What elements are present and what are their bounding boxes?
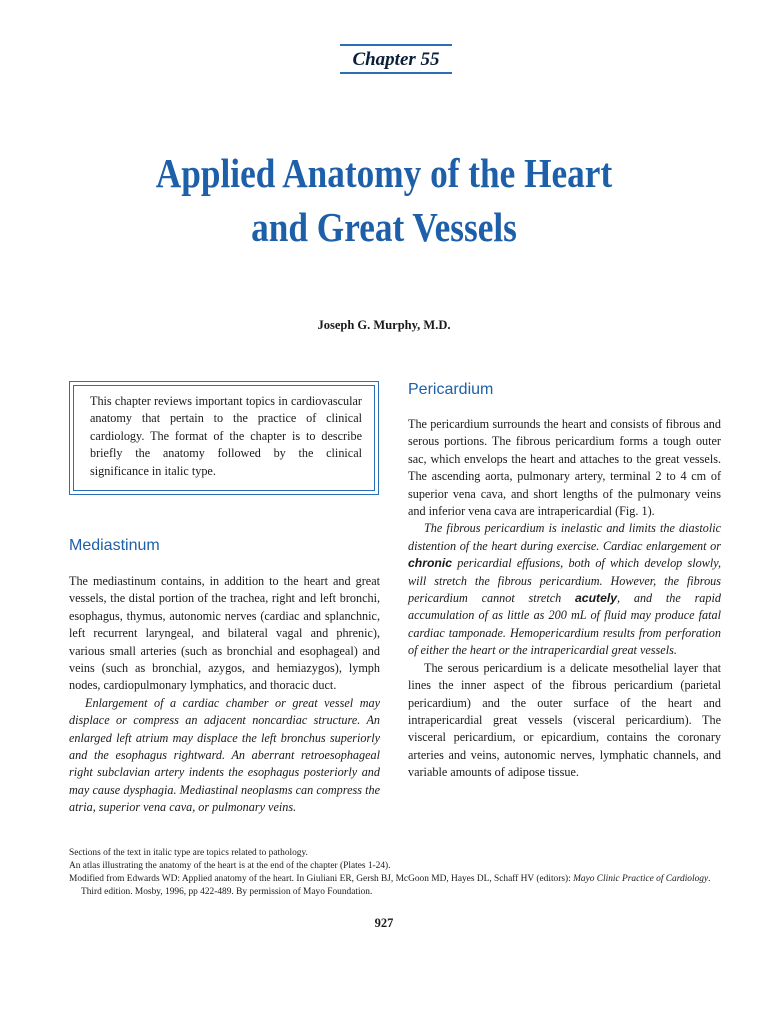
emphasis-acutely: acutely xyxy=(575,591,618,606)
title-line-1: Applied Anatomy of the Heart xyxy=(155,150,613,196)
emphasis-chronic: chronic xyxy=(408,556,453,571)
chapter-title xyxy=(88,146,680,254)
page-number: 927 xyxy=(374,916,394,930)
chapter-label: Chapter 55 xyxy=(340,44,452,74)
footnotes xyxy=(69,847,729,899)
footnote-3-part-a: Modified from Edwards WD: Applied anatomy of the heart. In Giuliani ER, Gersh BJ, McGoon MD, Hayes DL, Schaff HV (editors): xyxy=(69,874,574,884)
footnote-3-book-title: Mayo Clinic Practice of Cardiology xyxy=(573,874,709,884)
pericardium-paragraph-3: The serous pericardium is a delicate mesothelial layer that lines the inner aspect of the fibrous pericardium (parietal pericardium) and the outer surface of the heart and intrapericardial great vessels (visceral pericardium). The visceral pericardium, or epicardium, contains the coronary arteries and veins, autonomic nerves, lymphatic channels, and variable amounts of adipose tissue. xyxy=(408,660,721,780)
mediastinum-paragraph-1: The mediastinum contains, in addition to the heart and great vessels, the distal portion of the trachea, right and left bronchi, esophagus, thymus, autonomic nerves (cardiac and splanchnic, left recurrent laryngeal, and bilateral vagal and phrenic), various small arteries (such as bronchial and esophageal) and veins (such as bronchial, azygos, and hemiazygos), lymph nodes, cardiopulmonary lymphatics, and thoracic duct. xyxy=(69,574,380,693)
abstract-box xyxy=(69,381,379,495)
heading-pericardium: Pericardium xyxy=(408,381,494,398)
abstract-text: This chapter reviews important topics in cardiovascular anatomy that pertain to the practice of clinical cardiology. The format of the chapter is to describe briefly the anatomy followed by the clinical significance in italic type. xyxy=(73,385,375,491)
pericardium-paragraph-2 xyxy=(408,520,721,659)
p2-part-a: The fibrous pericardium is inelastic and limits the diastolic distention of the heart during exercise. Cardiac enlargement or xyxy=(408,521,721,553)
footnote-3-part-b: . Third edition. Mosby, 1996, pp 422-489. By permission of Mayo Foundation. xyxy=(81,874,711,897)
footnote-2: An atlas illustrating the anatomy of the heart is at the end of the chapter (Plates 1-24). xyxy=(69,861,391,871)
title-line-2: and Great Vessels xyxy=(251,204,517,250)
footnote-3 xyxy=(69,873,729,899)
author-name: Joseph G. Murphy, M.D. xyxy=(317,318,451,332)
p2-part-c: , and the rapid accumulation of as little as 200 mL of fluid may produce fatal cardiac tamponade. Hemopericardium results from perforation of either the heart or the intrapericardial great vessels. xyxy=(408,591,721,658)
pericardium-body xyxy=(408,416,721,782)
mediastinum-paragraph-2: Enlargement of a cardiac chamber or great vessel may displace or compress an adjacent noncardiac structure. An enlarged left atrium may displace the left bronchus superiorly and the esophagus rightward. An aberrant retroesophageal right subclavian artery indents the esophagus posteriorly and may cause dysphagia. Mediastinal neoplasms can compress the atria, superior vena cava, or pulmonary veins. xyxy=(69,695,380,815)
p2-part-b: pericardial effusions, both of which develop slowly, will stretch the fibrous pericardium. However, the fibrous pericardium cannot stretch xyxy=(408,556,721,606)
mediastinum-body xyxy=(69,573,380,817)
heading-mediastinum: Mediastinum xyxy=(69,537,160,554)
pericardium-paragraph-1: The pericardium surrounds the heart and consists of fibrous and serous portions. The fibrous pericardium forms a tough outer sac, which envelops the heart and attaches to the great vessels. The ascending aorta, pulmonary artery, terminal 2 to 4 cm of superior vena cava, and short lengths of the pulmonary veins and inferior vena cava are intrapericardial (Fig. 1). xyxy=(408,417,721,519)
footnote-1: Sections of the text in italic type are topics related to pathology. xyxy=(69,848,308,858)
